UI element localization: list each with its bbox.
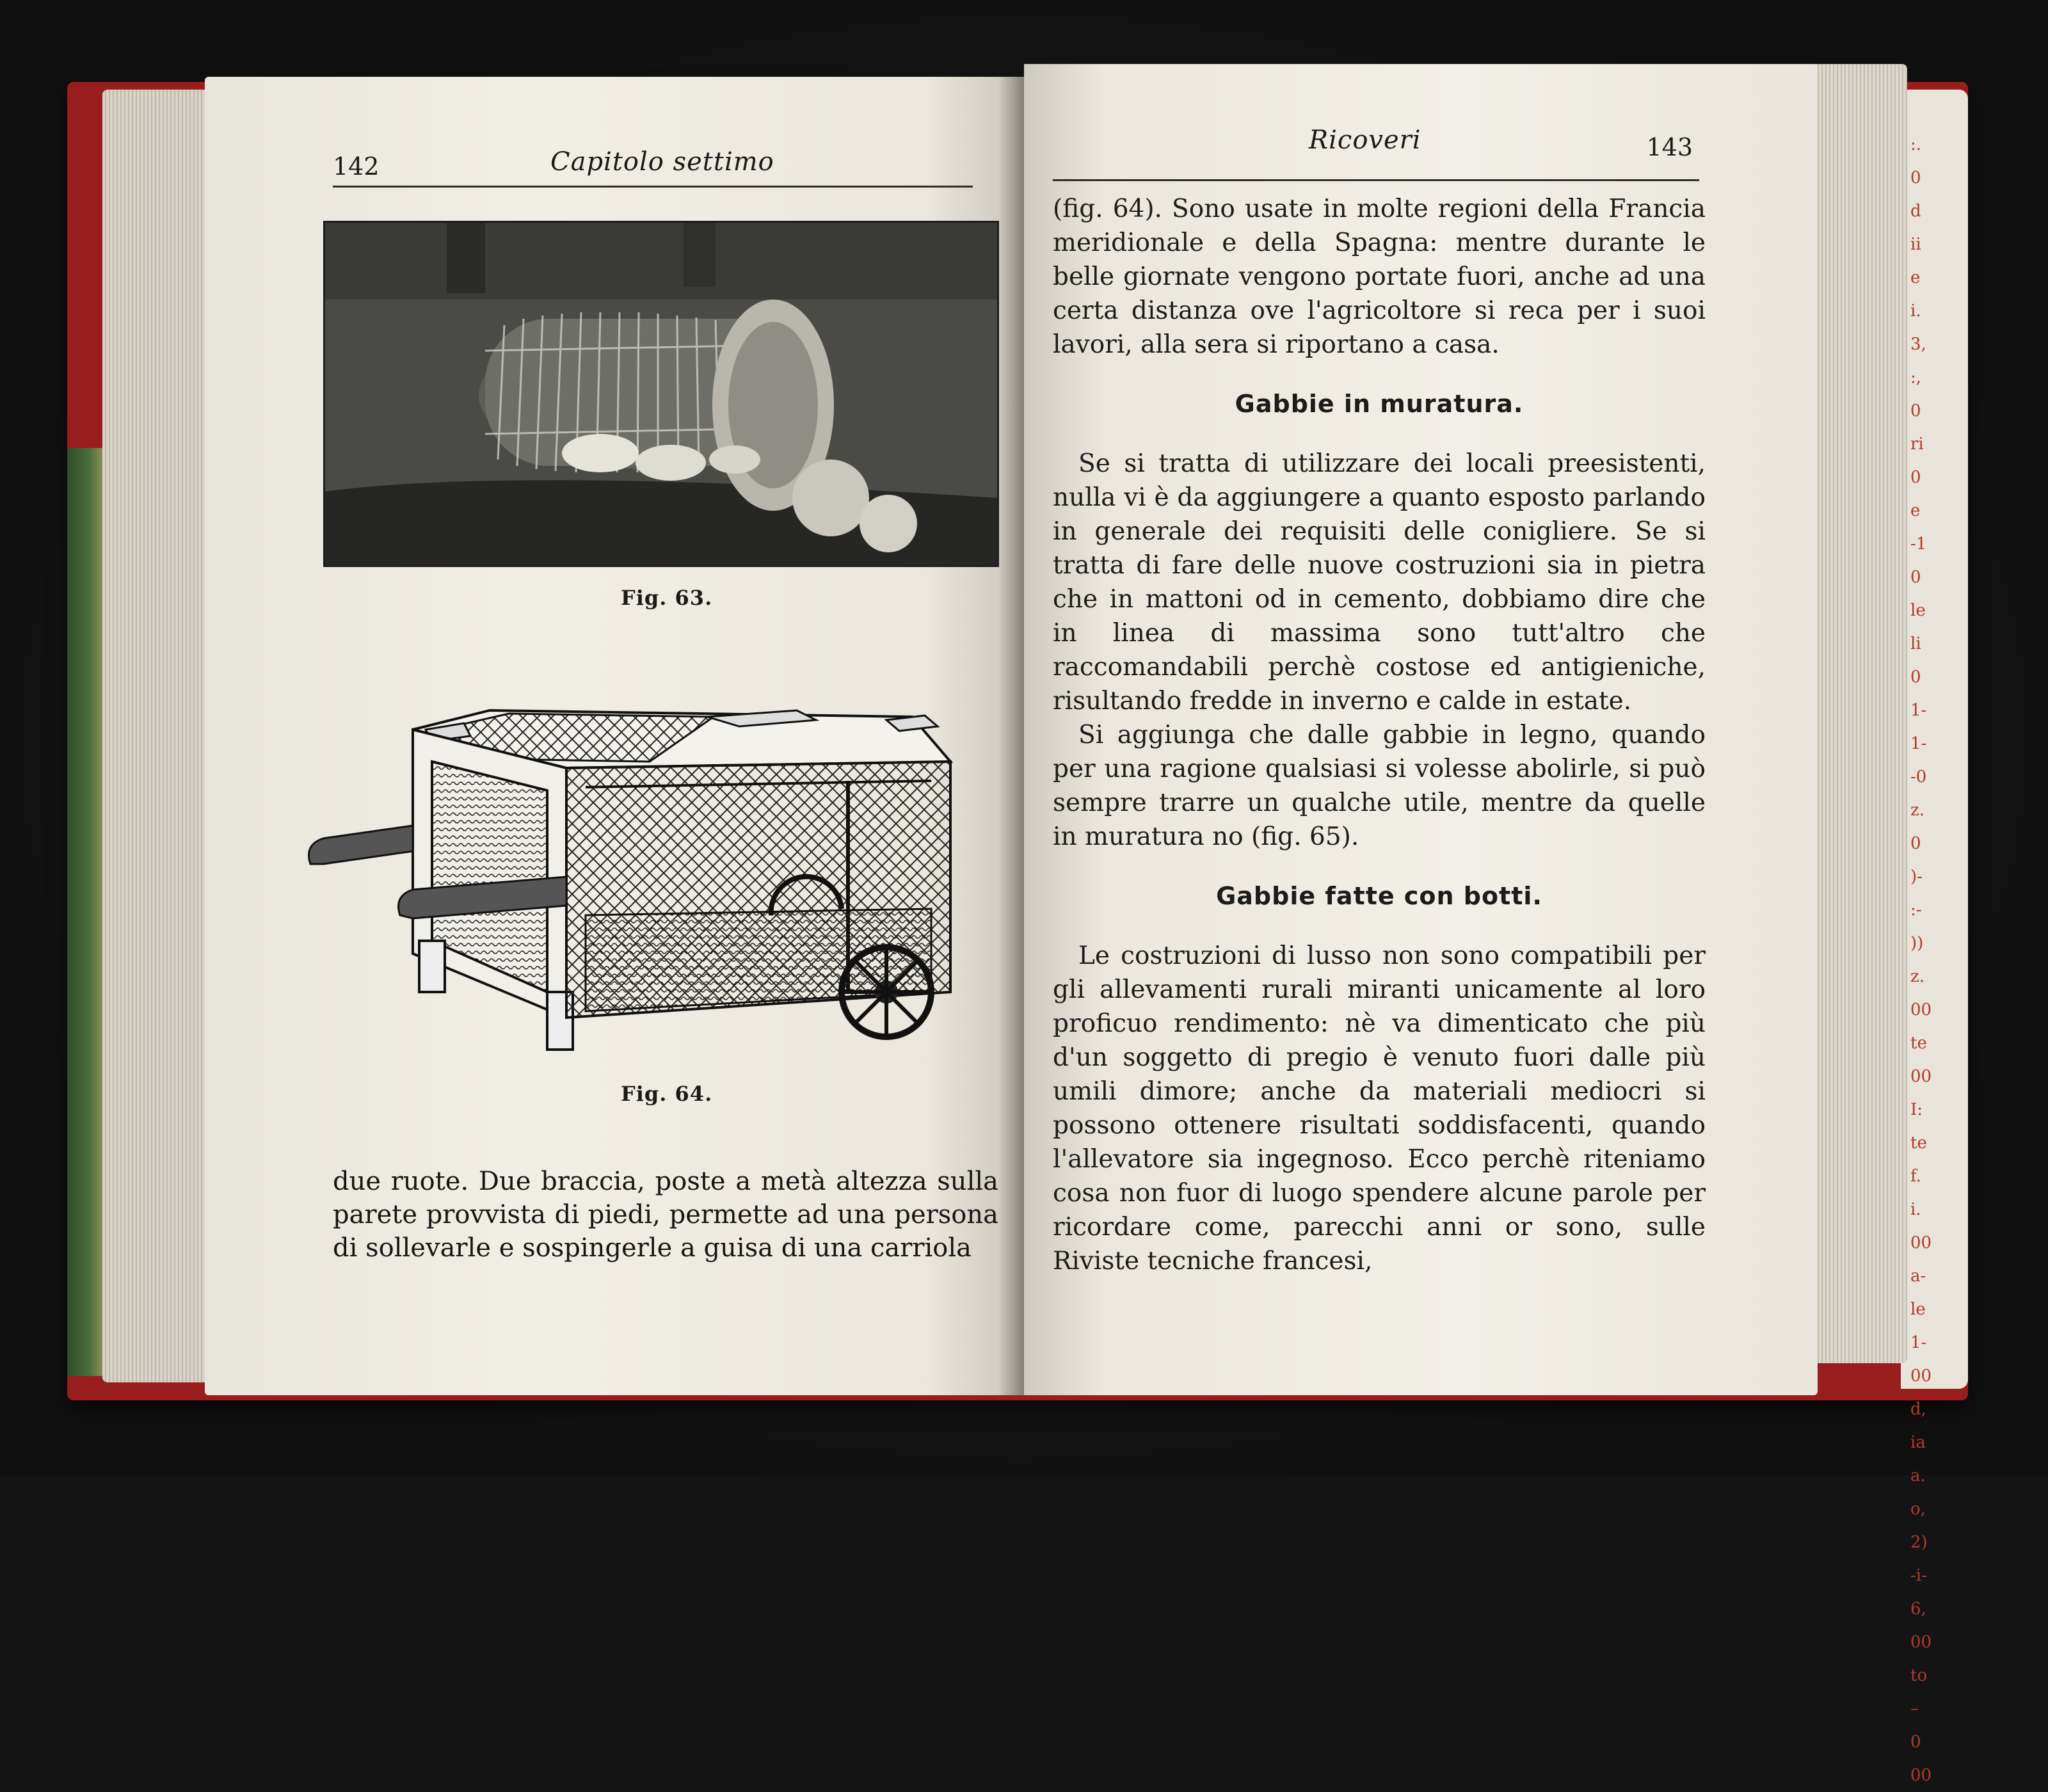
section-heading-gabbie-in-muratura: Gabbie in muratura.: [1235, 390, 1524, 418]
paragraph-3: Si aggiunga che dalle gabbie in legno, quando per una ragione qualsiasi si volesse abolirle, si può sempre trarre un qualche utile, mentre da quelle in muratura no (fig. 65).: [1053, 721, 1706, 851]
left-page-header: [333, 128, 973, 188]
left-running-title: Capitolo settimo: [550, 147, 774, 177]
right-page-stack: [1811, 64, 1907, 1363]
next-page-index-fragments: :. 0 d ii e i. 3, :, 0 ri 0 e -1 0 le li 0 1- 1- -0 z. 0 )- :- )) z. 00 te 00 I: te f. i. 00 a- le 1- 00 d, ia a. o, 2) -i- 6, 00 to – 0 00: [1910, 135, 1932, 1785]
right-page-number: 143: [1646, 133, 1693, 161]
left-page-number: 142: [333, 152, 380, 180]
right-page: [1024, 64, 1818, 1395]
left-page-stack: [102, 90, 211, 1382]
right-page-header: [1053, 115, 1699, 181]
left-page-body-text: due ruote. Due braccia, poste a metà altezza sulla parete provvista di piedi, permette ad una persona di sollevarle e sospingerle a guisa di una carriola: [333, 1167, 998, 1263]
right-running-title: Ricoveri: [1309, 125, 1421, 155]
paragraph-4: Le costruzioni di lusso non sono compatibili per gli allevamenti rurali miranti unicamente al loro proficuo rendimento: nè va dimenticato che più d'un soggetto di pregio è venuto fuori dalle più umili dimore; anche da materiali mediocri si possono ottenere risultati soddisfacenti, quando l'allevatore sia ingegnoso. Ecco perchè riteniamo cosa non fuor di luogo spendere alcune parole per ricordare come, parecchi anni or sono, sulle Riviste tecniche francesi,: [1053, 941, 1706, 1276]
figure-63-caption: Fig. 63.: [621, 586, 713, 610]
wheeled-cage-line-drawing: [298, 634, 1002, 1050]
figure-63-photo: [323, 221, 999, 567]
paragraph-2: Se si tratta di utilizzare dei locali preesistenti, nulla vi è da aggiungere a quanto esposto parlando in generale dei requisiti delle conigliere. Se si tratta di fare delle nuove costruzioni sia in pietra che in mattoni od in cemento, dobbiamo dire che in linea di massima sono tutt'altro che raccomandabili perchè costose ed antigieniche, risultando fredde in inverno e calde in estate.: [1053, 449, 1706, 716]
figure-64-drawing: [298, 634, 1002, 1050]
left-page: [205, 77, 1024, 1395]
paragraph-1: (fig. 64). Sono usate in molte regioni della Francia meridionale e della Spagna: mentre durante le belle giornate vengono portate fuori, anche ad una certa distanza ove l'agricoltore si reca per i suoi lavori, alla sera si riportano a casa.: [1053, 195, 1706, 359]
right-page-body: [1053, 192, 1706, 1278]
section-heading-gabbie-fatte-con-botti: Gabbie fatte con botti.: [1216, 882, 1542, 910]
figure-64-caption: Fig. 64.: [621, 1082, 713, 1106]
barrel-cage-photo-illustration: [325, 223, 997, 565]
